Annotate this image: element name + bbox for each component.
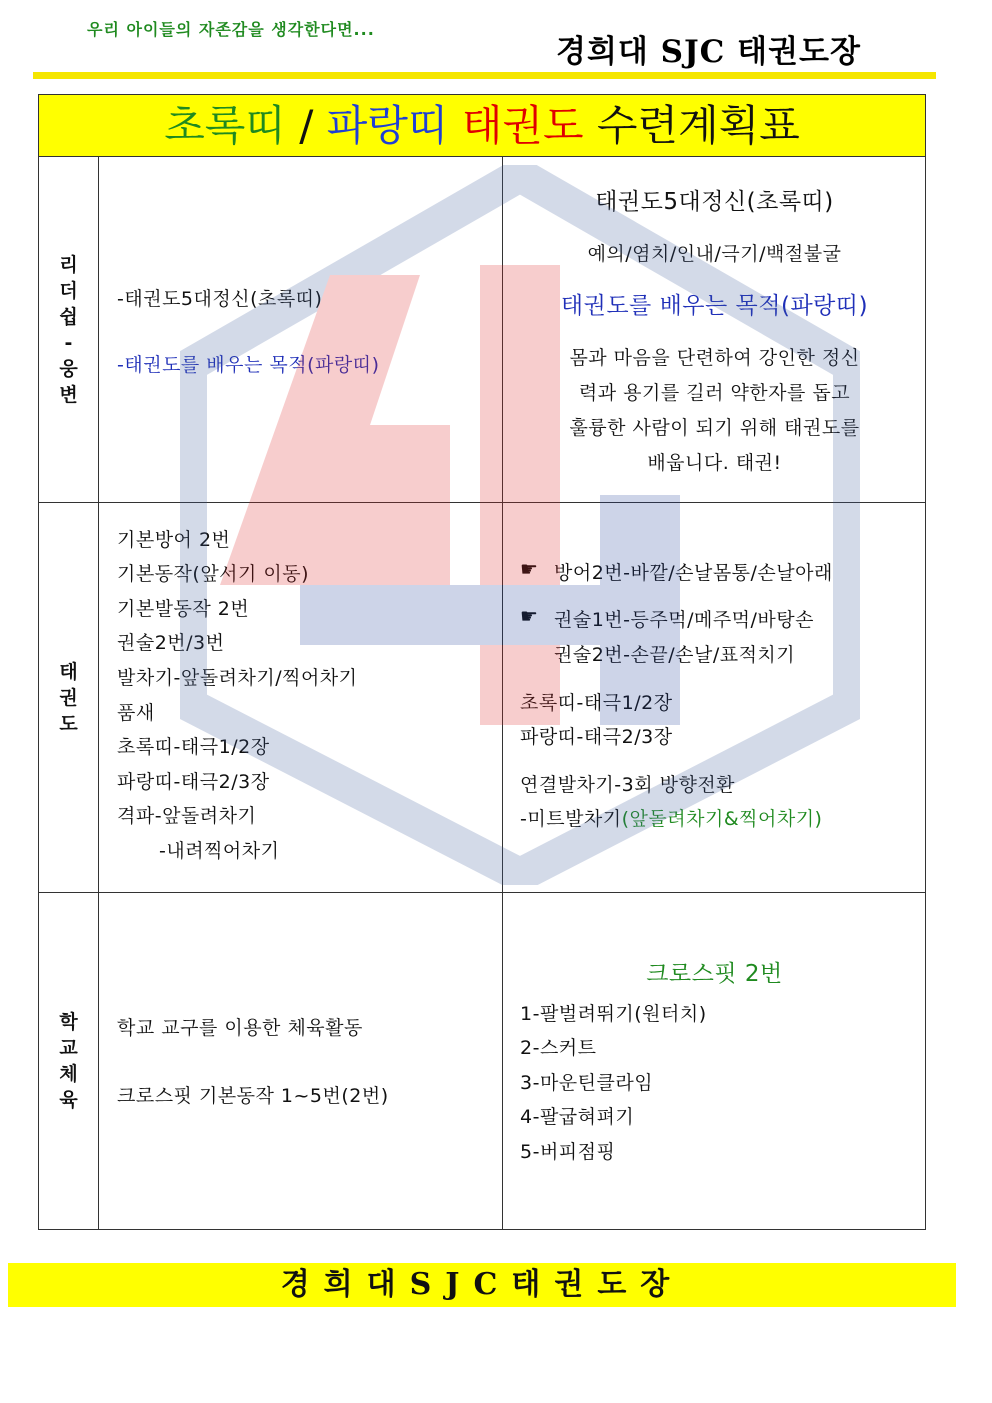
summary-line: 권술2번/3번 [117,632,225,654]
detail-line: 방어2번-바깥/손날몸통/손날아래 [554,562,833,584]
plan-table [38,94,926,1230]
row-label-cell [39,157,99,502]
crossfit-item: 4-팔굽혀펴기 [520,1106,635,1128]
header-slogan: 우리 아이들의 자존감을 생각한다면... [87,20,375,39]
summary-line: -태권도를 배우는 목적(파랑띠) [117,354,380,376]
detail-purpose-line: 몸과 마음을 단련하여 강인한 정신 [569,347,860,369]
footer-brand: 경희대SJC태권도장 [8,1263,956,1307]
row-summary-cell [99,157,503,502]
header-brand: 경희대 SJC 태권도장 [556,34,861,70]
detail-line: 파랑띠-태극2/3장 [520,726,673,748]
row-label: 리 더 쉽 - 웅 변 [59,253,78,406]
row-detail-cell [504,157,925,502]
detail-spirits: 예의/염치/인내/극기/백절불굴 [587,243,842,265]
table-title [39,95,925,157]
detail-line: 권술1번-등주먹/메주먹/바탕손 [554,609,814,631]
crossfit-item: 5-버피점핑 [520,1141,616,1163]
detail-purpose-line: 배웁니다. 태권! [647,452,782,474]
summary-line: 격파-앞돌려차기 [117,805,257,827]
summary-line: 기본동작(앞서기 이동) [117,563,310,585]
detail-heading: 태권도를 배우는 목적(파랑띠) [560,293,869,319]
row-summary-cell [99,503,503,892]
summary-line: 기본방어 2번 [117,529,231,551]
crossfit-item: 2-스커트 [520,1037,597,1059]
detail-purpose-line: 력과 용기를 길러 약한자를 돕고 [578,382,851,404]
row-label: 학 교 체 육 [59,1011,78,1111]
detail-heading: 태권도5대정신(초록띠) [595,189,834,215]
title-training-plan: 수련계획표 [596,101,800,150]
title-green-belt: 초록띠 [164,101,286,150]
row-taekwondo [39,503,925,893]
summary-line: -내려찍어차기 [159,840,280,862]
row-school-pe [39,893,925,1229]
row-leadership [39,157,925,503]
detail-heading: 크로스핏 2번 [646,961,783,987]
detail-purpose-line: 훌륭한 사람이 되기 위해 태권도를 [569,417,860,439]
pointing-hand-icon: ☛ [520,557,538,581]
summary-line: -태권도5대정신(초록띠) [117,288,323,310]
crossfit-item: 1-팔벌려뛰기(원터치) [520,1003,707,1025]
title-blue-belt: 파랑띠 [326,101,449,150]
mit-prefix: -미트발차기 [520,808,622,830]
title-separator: / [285,101,327,150]
summary-line: 발차기-앞돌려차기/찍어차기 [117,667,358,689]
detail-line: 초록띠-태극1/2장 [520,692,673,714]
row-label: 태 권 도 [59,660,78,735]
header-divider [33,72,936,79]
summary-line: 품새 [117,702,155,724]
detail-line: 권술2번-손끝/손날/표적치기 [554,644,796,666]
title-taekwondo: 태권도 [461,101,584,150]
summary-line: 초록띠-태극1/2장 [117,736,270,758]
row-detail-cell [504,503,925,892]
row-label-cell [39,503,99,892]
detail-line: 연결발차기-3회 방향전환 [520,774,736,796]
mit-detail: (앞돌려차기&찍어차기) [621,808,823,830]
summary-line: 학교 교구를 이용한 체육활동 [117,1017,363,1039]
summary-line: 기본발동작 2번 [117,598,250,620]
summary-line: 파랑띠-태극2/3장 [117,771,270,793]
pointing-hand-icon: ☛ [520,604,538,628]
summary-line: 크로스핏 기본동작 1~5번(2번) [117,1085,389,1107]
row-label-cell [39,893,99,1229]
row-summary-cell [99,893,503,1229]
detail-line [520,804,822,831]
row-detail-cell [504,893,925,1229]
crossfit-item: 3-마운틴클라임 [520,1072,654,1094]
